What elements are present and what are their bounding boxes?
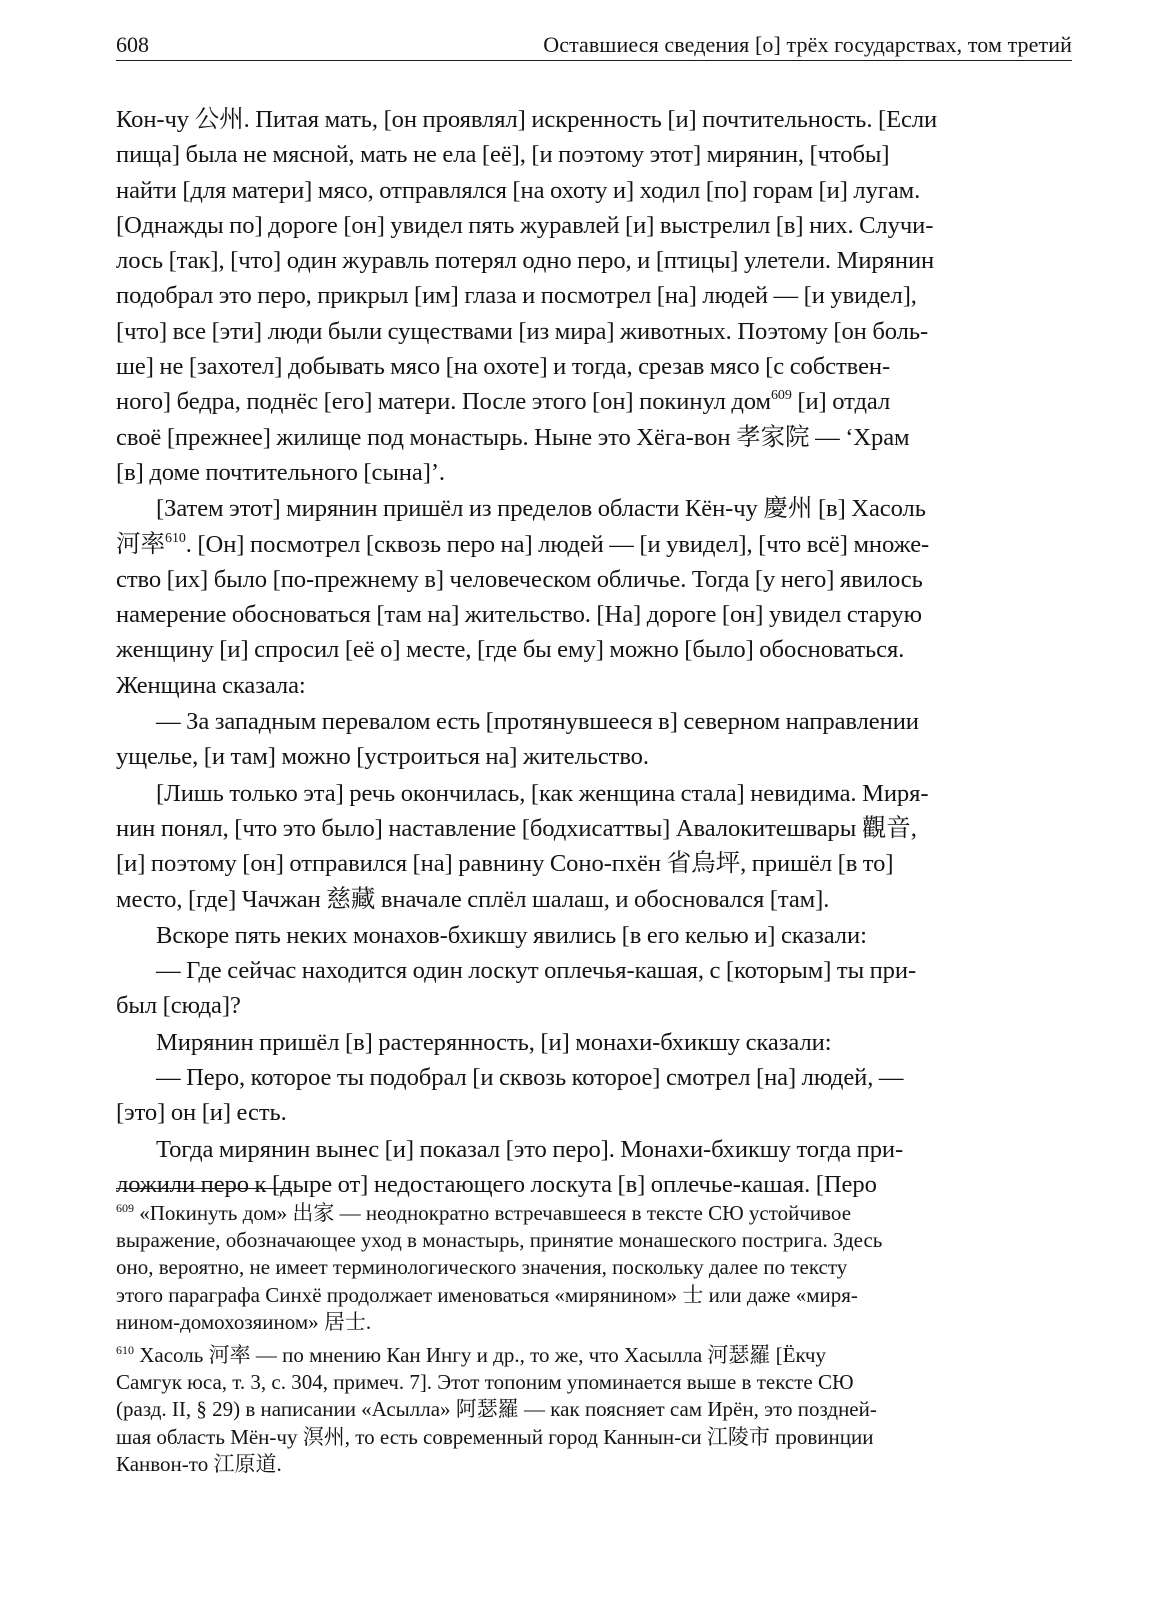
footnote-number: 610 <box>116 1343 134 1358</box>
footnote-ref: 610 <box>165 530 186 546</box>
footnote-number: 609 <box>116 1201 134 1215</box>
footnote-rule <box>116 1188 292 1189</box>
main-text <box>116 102 1072 1202</box>
paragraph-text: [Затем этот] мирянин пришёл из пределов области Кён-чу 慶州 [в] Хасоль 河率 <box>116 495 926 558</box>
page-number: 608 <box>116 32 149 57</box>
paragraph: [Лишь только эта] речь окончилась, [как женщина стала] невидима. Миря- нин понял, [что это было] наставление [бодхисаттвы] Авалокитешвары 觀音, [и] поэтому [он] отправился [на] равнину Соно-пхён 省烏坪, пришёл [в то] место, [где] Чачжан 慈藏 вначале сплёл шалаш, и обосновался [там]. <box>116 779 929 913</box>
footnote-text: Хасоль 河率 — по мнению Кан Ингу и др., то же, что Хасылла 河瑟羅 [Ёкчу Самгук юса, т. 3, с. 304, примеч. 7]. Этот топоним упоминается выше в тексте СЮ (разд. II, § 29) в написании «Асылла» 阿瑟羅 — как поясняет сам Ирён, это поздней- шая область Мён-чу 溟州, то есть современный город Каннын-си 江陵市 провинции Канвон-то 江原道. <box>116 1343 877 1476</box>
paragraph <box>116 491 1072 703</box>
dialogue-line: — Где сейчас находится один лоскут оплечья-кашая, с [которым] ты при- был [сюда]? <box>116 957 917 1020</box>
dialogue-line: — Перо, которое ты подобрал [и сквозь которое] смотрел [на] людей, — [это] он [и] есть. <box>116 1064 904 1127</box>
paragraph: Тогда мирянин вынес [и] показал [это перо]. Монахи-бхикшу тогда при- ложили перо к [дыре от] недостающего лоскута [в] оплечье-кашая. [Перо <box>116 1135 904 1198</box>
footnote-text: «Покинуть дом» 出家 — неоднократно встречавшееся в тексте СЮ устойчивое выражение, обозначающее уход в монастырь, принятие монашеского пострига. Здесь оно, вероятно, не имеет терминологического значения, поскольку далее по тексту этого параграфа Синхё продолжает именоваться «мирянином» 士 или даже «миря- нином-домохозяином» 居士. <box>116 1201 883 1334</box>
paragraph-text: . [Он] посмотрел [сквозь перо на] людей — [и увидел], [что всё] множе- ство [их] было [по-прежнему в] человеческом обличье. Тогда [у него] явилось намерение обосноваться [там на] жительство. [На] дороге [он] увидел старую женщину [и] спросил [её о] месте, [где бы ему] можно [было] обосноваться. Женщина сказала: <box>116 530 930 699</box>
running-title: Оставшиеся сведения [о] трёх государствах, том третий <box>543 32 1072 57</box>
footnotes <box>116 1200 1072 1478</box>
footnote <box>116 1200 1072 1336</box>
paragraph-text: [и] отдал своё [прежнее] жилище под монастырь. Ныне это Хёга-вон 孝家院 — ‘Храм [в] доме почтительного [сына]’. <box>116 388 910 486</box>
footnote <box>116 1342 1072 1478</box>
paragraph: Вскоре пять неких монахов-бхикшу явились [в его келью и] сказали: <box>156 921 867 949</box>
paragraph: Мирянин пришёл [в] растерянность, [и] монахи-бхикшу сказали: <box>156 1028 832 1056</box>
paragraph <box>116 102 1072 490</box>
dialogue-line: — За западным перевалом есть [протянувшееся в] северном направлении ущелье, [и там] можно [устроиться на] жительство. <box>116 708 919 771</box>
paragraph-text: Кон-чу 公州. Питая мать, [он проявлял] искренность [и] почтительность. [Если пища] была не мясной, мать не ела [её], [и поэтому этот] мирянин, [чтобы] найти [для матери] мясо, отправлялся [на охоту и] ходил [по] горам [и] лугам. [Однажды по] дороге [он] увидел пять журавлей [и] выстрелил [в] них. Случи- лось [так], [что] один журавль потерял одно перо, и [птицы] улетели. Мирянин подобрал это перо, прикрыл [им] глаза и посмотрел [на] людей — [и увидел], [что] все [эти] люди были существами [из мира] животных. Поэтому [он боль- ше] не [захотел] добывать мясо [на охоте] и тогда, срезав мясо [с собствен- ного] бедра, поднёс [его] матери. После этого [он] покинул дом <box>116 106 938 416</box>
footnote-ref: 609 <box>771 388 792 404</box>
header-rule <box>116 60 1072 61</box>
